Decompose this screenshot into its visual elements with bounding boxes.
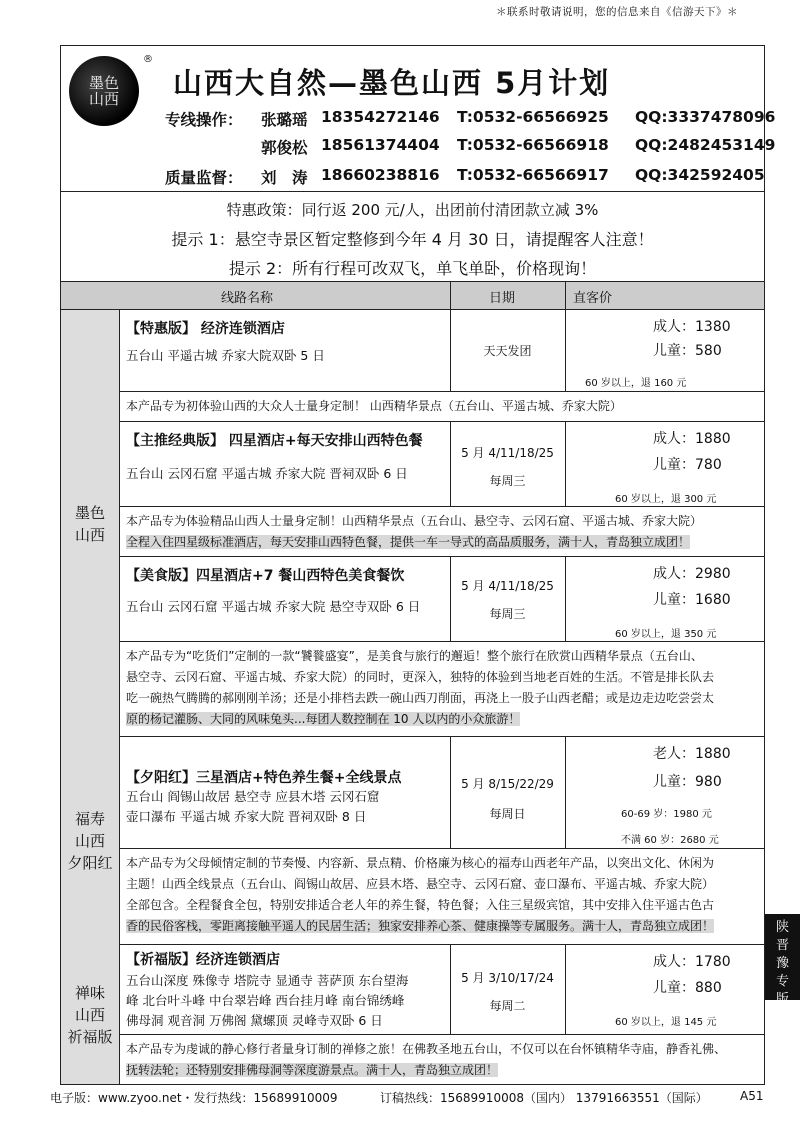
adult-price: 成人：2980 [653,566,731,582]
policy-notice [61,192,764,282]
product-weekday: 每周二 [489,999,526,1013]
child-price: 儿童：880 [653,980,722,996]
table-row [120,642,764,737]
footer-order-hotline: 订稿热线：15689910008（国内） 13791663551（国际） [380,1091,708,1105]
table-row [120,945,764,1035]
col-route: 线路名称 [221,291,274,306]
adult-price: 成人：1380 [653,319,731,335]
product-name: 【夕阳红】三星酒店+特色养生餐+全线景点 [126,770,402,786]
product-route: 五台山 阎锡山故居 悬空寺 应县木塔 云冈石窟 [126,789,380,804]
table-row [120,557,764,642]
itinerary-sheet [60,45,776,1085]
regional-edition-tab: 陕 晋 豫 专 版 [765,914,800,1000]
table-row [120,737,764,849]
category-moseshanxi: 墨色 山西 [61,310,120,737]
product-desc: 本产品专为父母倾情定制的节奏慢、内容新、景点精、价格廉为核心的福寿山西老年产品，以突出文化、休闲为 [126,856,715,870]
product-desc: 悬空寺、云冈石窟、平遥古城、乔家大院）的同时，更深入，独特的体验到当地老百姓的生活。不管是排长队去 [126,670,715,684]
table-row [120,1035,764,1084]
senior-price: 老人：1880 [653,746,731,762]
table-row [120,507,764,557]
page-number: A51 [740,1089,764,1103]
product-name: 【特惠版】 经济连锁酒店 [126,321,285,337]
registered-mark: ® [143,54,153,65]
product-desc: 本产品专为初体验山西的大众人士量身定制！ 山西精华景点（五台山、平遥古城、乔家大院） [126,399,622,413]
product-date: 天天发团 [483,344,532,358]
product-date: 5 月 8/15/22/29 [461,777,554,791]
footer-web: 电子版：www.zyoo.net・发行热线：15689910009 [50,1091,338,1105]
senior-refund: 60 岁以上，退 350 元 [615,629,717,640]
senior-refund: 60 岁以上，退 145 元 [615,1017,717,1028]
tip-2: 提示 2：所有行程可改双飞，单飞单卧，价格现询！ [228,259,597,278]
product-route: 佛母洞 观音洞 万佛阁 黛螺顶 灵峰寺双卧 6 日 [126,1013,383,1028]
table-row [120,422,764,507]
product-desc: 本产品专为体验精品山西人士量身定制！山西精华景点（五台山、悬空寺、云冈石窟、平遥古城、乔家大院） [126,514,703,528]
category-chanwei: 禅味 山西 祈福版 [61,945,120,1084]
product-highlight: 香的民俗客栈，零距离接触平遥人的民居生活；独家安排养心茶、健康操等专属服务。满十人，青岛独立成团！ [126,919,715,933]
product-desc: 本产品专为“吃货们”定制的一款“饕餮盛宴”，是美食与旅行的邂逅！整个旅行在欣赏山西精华景点（五台山、 [126,649,703,663]
product-route: 五台山 云冈石窟 平遥古城 乔家大院 悬空寺双卧 6 日 [126,599,421,614]
page-title: 山西大自然—墨色山西 5月计划 [173,66,611,100]
product-highlight: 抚转法轮；还特别安排佛母洞等深度游景点。满十人，青岛独立成团！ [126,1063,499,1077]
col-price: 直客价 [573,291,613,306]
table-row [120,310,764,392]
adult-price: 成人：1880 [653,431,731,447]
child-price: 儿童：980 [653,774,722,790]
product-desc: 本产品专为虔诚的静心修行者量身订制的禅修之旅！在佛教圣地五台山，不仅可以在台怀镇精华寺庙，静香礼佛、 [126,1042,727,1056]
product-desc: 主题！山西全线景点（五台山、阎锡山故居、应县木塔、悬空寺、云冈石窟、壶口瀑布、平遥古城、乔家大院） [126,877,715,891]
product-desc: 全部包含。全程餐食全包，特别安排适合老人年的养生餐，特色餐；入住三星级宾馆，其中安排入住平遥古色古 [126,898,715,912]
product-date: 5 月 3/10/17/24 [461,971,554,985]
discount-policy: 特惠政策：同行返 200 元/人，出团前付清团款立减 3% [226,201,599,219]
product-name: 【祈福版】经济连锁酒店 [126,952,280,968]
product-route: 五台山 云冈石窟 平遥古城 乔家大院 晋祠双卧 6 日 [126,466,408,481]
child-price: 儿童：580 [653,343,722,359]
senior-refund: 60 岁以上，退 300 元 [615,494,717,505]
age-price: 60-69 岁：1980 元 [621,809,712,820]
tip-1: 提示 1：悬空寺景区暂定整修到今年 4 月 30 日，请提醒客人注意！ [171,230,654,249]
product-date: 5 月 4/11/18/25 [461,579,554,593]
table-header [61,282,764,310]
child-price: 儿童：780 [653,457,722,473]
adult-price: 成人：1780 [653,954,731,970]
col-date: 日期 [489,291,516,306]
product-highlight: 原的杨记灌肠、大同的风味兔头...每团人数控制在 10 人以内的小众旅游！ [126,712,521,726]
product-route: 五台山 平遥古城 乔家大院双卧 5 日 [126,348,325,363]
product-name: 【主推经典版】 四星酒店+每天安排山西特色餐 [126,433,423,449]
under60-price: 不满 60 岁：2680 元 [621,835,719,846]
product-route: 五台山深度 殊像寺 塔院寺 显通寺 菩萨顶 东台望海 [126,973,409,988]
senior-refund: 60 岁以上，退 160 元 [585,378,687,389]
product-weekday: 每周三 [489,607,526,621]
child-price: 儿童：1680 [653,592,731,608]
source-note: ＊联系时敬请说明，您的信息来自《信游天下》＊ [496,6,738,18]
column-divider [565,282,566,310]
product-desc: 吃一碗热气腾腾的郝刚刚羊汤；还是小排档去跌一碗山西刀削面，再浇上一股子山西老醋；或是边走边吃尝尝太 [126,691,715,705]
header: 墨色山西 ® 山西大自然—墨色山西 5月计划 专线操作： 张璐瑶 18354272146 T:0532-66566925 QQ:3337478096 郭俊松 18561374404 T:0532-66566918 QQ:2482453149 质量监督： 刘 涛 18660238816 T:0532-66566917 QQ:342592405 [61,46,764,192]
category-fushou: 福寿 山西 夕阳红 [61,737,120,945]
product-weekday: 每周三 [489,474,526,488]
product-route: 峰 北台叶斗峰 中台翠岩峰 西台挂月峰 南台锦绣峰 [126,993,405,1008]
product-route: 壶口瀑布 平遥古城 乔家大院 晋祠双卧 8 日 [126,809,367,824]
table-row [120,392,764,422]
brand-logo: 墨色山西 [69,56,139,126]
product-date: 5 月 4/11/18/25 [461,446,554,460]
table-row [120,849,764,945]
product-highlight: 全程入住四星级标准酒店，每天安排山西特色餐，提供一车一导式的高品质服务，满十人，青岛独立成团！ [126,535,691,549]
column-divider [450,282,451,310]
product-name: 【美食版】四星酒店+7 餐山西特色美食餐饮 [126,568,405,584]
product-weekday: 每周日 [489,807,526,821]
